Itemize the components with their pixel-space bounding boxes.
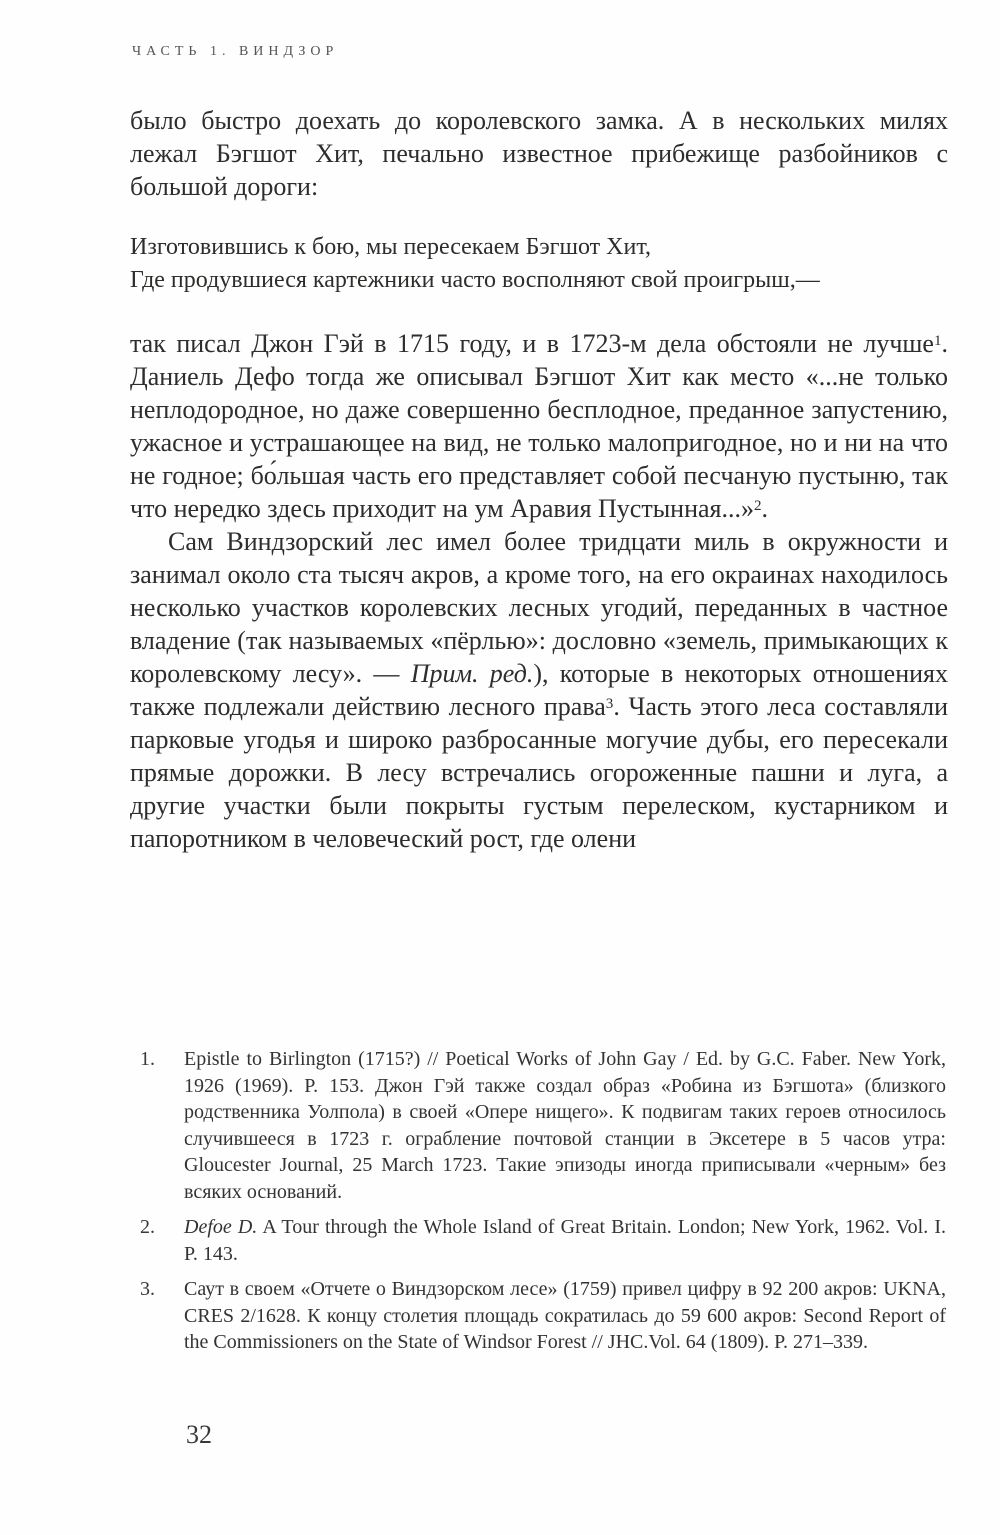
verse-line: Изготовившись к бою, мы пересекаем Бэгшот Хит, [130,234,652,260]
paragraph-intro: было быстро доехать до королевского замка. А в нескольких милях лежал Бэгшот Хит, печально известное прибежище разбойников с большой дороги: [130,106,948,201]
footnote-marker-1: 1 [933,332,942,349]
footnote-3 [140,1276,946,1356]
footnote-text-rest: A Tour through the Whole Island of Great Britain. London; New York, 1962. Vol. I. P. 143. [184,1216,946,1265]
footnote-text [184,1214,946,1267]
footnote-number: 3. [140,1278,155,1300]
main-text-block [130,104,948,855]
footnote-marker-2: 2 [754,497,762,514]
paragraph-forest [130,525,948,855]
paragraph-text: ), которые в некоторых отношениях также подлежали действию лесного права [130,659,948,721]
footnote-marker-3: 3 [605,695,614,712]
editor-note-italic: Прим. ред. [410,659,534,688]
footnote-text: Саут в своем «Отчете о Виндзорском лесе» (1759) привел цифру в 92 200 акров: UKNA, CRES 2/1628. К концу столетия площадь сократилась до 59 600 акров: Second Report of the Commissioners on the State of Windsor Forest // JHC.Vol. 64 (1809). P. 271–339. [184,1278,946,1353]
verse-quote [130,231,948,297]
paragraph-text: . Часть этого леса составляли парковые угодья и широко разбросанные могучие дубы, его пересекали прямые дорожки. В лесу встречались огороженные пашни и луга, а другие участки были покрыты густым перелеском, кустарником и папоротником в человеческий рост, где олени [130,692,948,853]
footnote-number: 2. [140,1216,155,1238]
verse-line: Где продувшиеся картежники часто восполняют свой проигрыш,— [130,267,820,293]
paragraph-text: Сам Виндзорский лес имел более тридцати миль в окружности и занимал около ста тысяч акров, а кроме того, на его окраинах находилось несколько участков королевских лесных угодий, переданных в частное владение (так называемых «пёрлью»: дословно «земель, примыкающих к королевскому лесу». — [130,527,948,688]
paragraph-defoe [130,327,948,525]
running-header: ЧАСТЬ 1. ВИНДЗОР [132,44,339,59]
footnote-author-italic: Defoe D. [184,1216,258,1238]
footnote-1 [140,1046,946,1205]
footnote-2 [140,1214,946,1267]
footnotes-section [140,1046,946,1365]
paragraph-text: так писал Джон Гэй в 1715 году, и в 1723-м дела обстояли не лучше [130,329,934,358]
paragraph-text: . [761,494,769,523]
page-number: 32 [186,1420,212,1449]
footnote-text: Epistle to Birlington (1715?) // Poetical Works of John Gay / Ed. by G.C. Faber. New York, 1926 (1969). P. 153. Джон Гэй также создал образ «Робина из Бэгшота» (близкого родственника Уолпола) в своей «Опере нищего». К подвигам таких героев относилось случившееся в 1723 г. ограбление почтовой станции в Эксетере в 5 часов утра: Gloucester Journal, 25 March 1723. Такие эпизоды иногда приписывали «черным» без всяких оснований. [184,1048,946,1203]
footnote-number: 1. [140,1048,155,1070]
paragraph-text: . Даниель Дефо тогда же описывал Бэгшот Хит как место «...не только неплодородное, но даже совершенно бесплодное, преданное запустению, ужасное и устрашающее на вид, не только малопригодное, но и ни на что не годное; бо́льшая часть его представляет собой песчаную пустыню, так что нередко здесь приходит на ум Аравия Пустынная...» [130,329,948,523]
